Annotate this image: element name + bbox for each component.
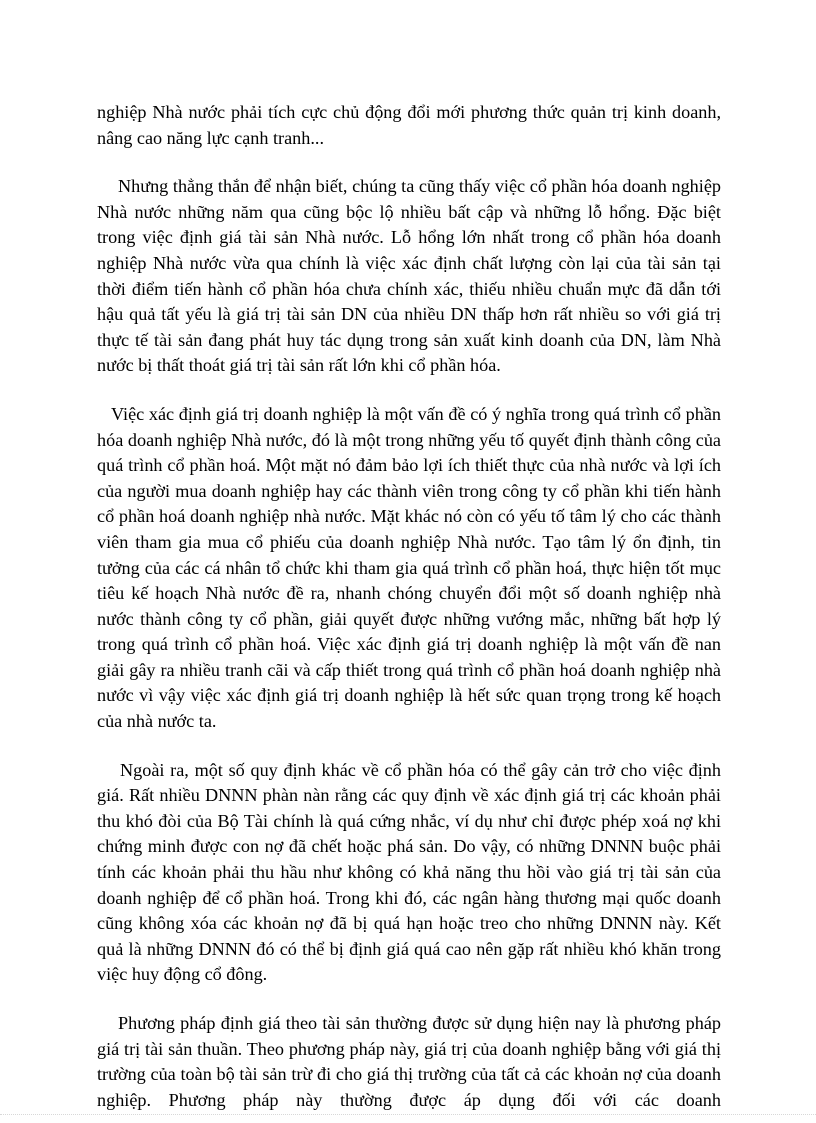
paragraph-5: Phương pháp định giá theo tài sản thường được sử dụng hiện nay là phương pháp giá trị tài sản thuần. Theo phương pháp này, giá trị của doanh nghiệp bằng với giá thị trường của toàn bộ tài sản trừ đi cho giá thị trường của tất cả các khoản nợ của doanh nghiệp. Phương pháp này thường được áp dụng đối với các doanh bbox=[97, 1013, 721, 1110]
paragraph-3: Việc xác định giá trị doanh nghiệp là một vấn đề có ý nghĩa trong quá trình cổ phần hóa doanh nghiệp Nhà nước, đó là một trong những yếu tố quyết định thành công của quá trình cổ phần hoá. Một mặt nó đảm bảo lợi ích thiết thực của nhà nước và lợi ích của người mua doanh nghiệp hay các thành viên trong công ty cổ phần khi tiến hành cổ phần hoá doanh nghiệp nhà nước. Mặt khác nó còn có yếu tố tâm lý cho các thành viên tham gia mua cổ phiếu của doanh nghiệp Nhà nước. Tạo tâm lý ổn định, tin tưởng của các cá nhân tổ chức khi tham gia quá trình cổ phần hoá, thực hiện tốt mục tiêu kế hoạch Nhà nước đề ra, nhanh chóng chuyển đổi một số doanh nghiệp nhà nước thành công ty cổ phần, giải quyết được những vướng mắc, những bất hợp lý trong quá trình cổ phần hoá. Việc xác định giá trị doanh nghiệp là một vấn đề nan giải gây ra nhiều tranh cãi và cấp thiết trong quá trình cổ phần hoá doanh nghiệp nhà nước vì vậy việc xác định giá trị doanh nghiệp là hết sức quan trọng trong kế hoạch của nhà nước ta. bbox=[97, 403, 721, 732]
paragraph-1: nghiệp Nhà nước phải tích cực chủ động đổi mới phương thức quản trị kinh doanh, nâng cao năng lực cạnh tranh... bbox=[97, 102, 721, 148]
paragraph-2: Nhưng thẳng thắn để nhận biết, chúng ta cũng thấy việc cổ phần hóa doanh nghiệp Nhà nước những năm qua cũng bộc lộ nhiều bất cập và những lỗ hổng. Đặc biệt trong việc định giá tài sản Nhà nước. Lỗ hổng lớn nhất trong cổ phần hóa doanh nghiệp Nhà nước vừa qua chính là việc xác định chất lượng còn lại của tài sản tại thời điểm tiến hành cổ phần hóa chưa chính xác, thiếu nhiều chuẩn mực đã dẫn tới hậu quả tất yếu là giá trị tài sản DN của nhiều DN thấp hơn rất nhiều so với giá trị thực tế tài sản đang phát huy tác dụng trong sản xuất kinh doanh của DN, làm Nhà nước bị thất thoát giá trị tài sản rất lớn khi cổ phần hóa. bbox=[97, 176, 721, 376]
body-text bbox=[97, 100, 721, 1113]
page-bottom-divider bbox=[0, 1114, 816, 1115]
paragraph-4: Ngoài ra, một số quy định khác về cổ phần hóa có thể gây cản trở cho việc định giá. Rất nhiều DNNN phàn nàn rằng các quy định về xác định giá trị các khoản phải thu khó đòi của Bộ Tài chính là quá cứng nhắc, ví dụ như chỉ được phép xoá nợ khi chứng minh được con nợ đã chết hoặc phá sản. Do vậy, có những DNNN buộc phải tính các khoản phải thu hầu như không có khả năng thu hồi vào giá trị tài sản của doanh nghiệp để cổ phần hoá. Trong khi đó, các ngân hàng thương mại quốc doanh cũng không xóa các khoản nợ đã bị quá hạn hoặc treo cho những DNNN này. Kết quả là những DNNN đó có thể bị định giá quá cao nên gặp rất nhiều khó khăn trong việc huy động cổ đông. bbox=[97, 759, 721, 985]
